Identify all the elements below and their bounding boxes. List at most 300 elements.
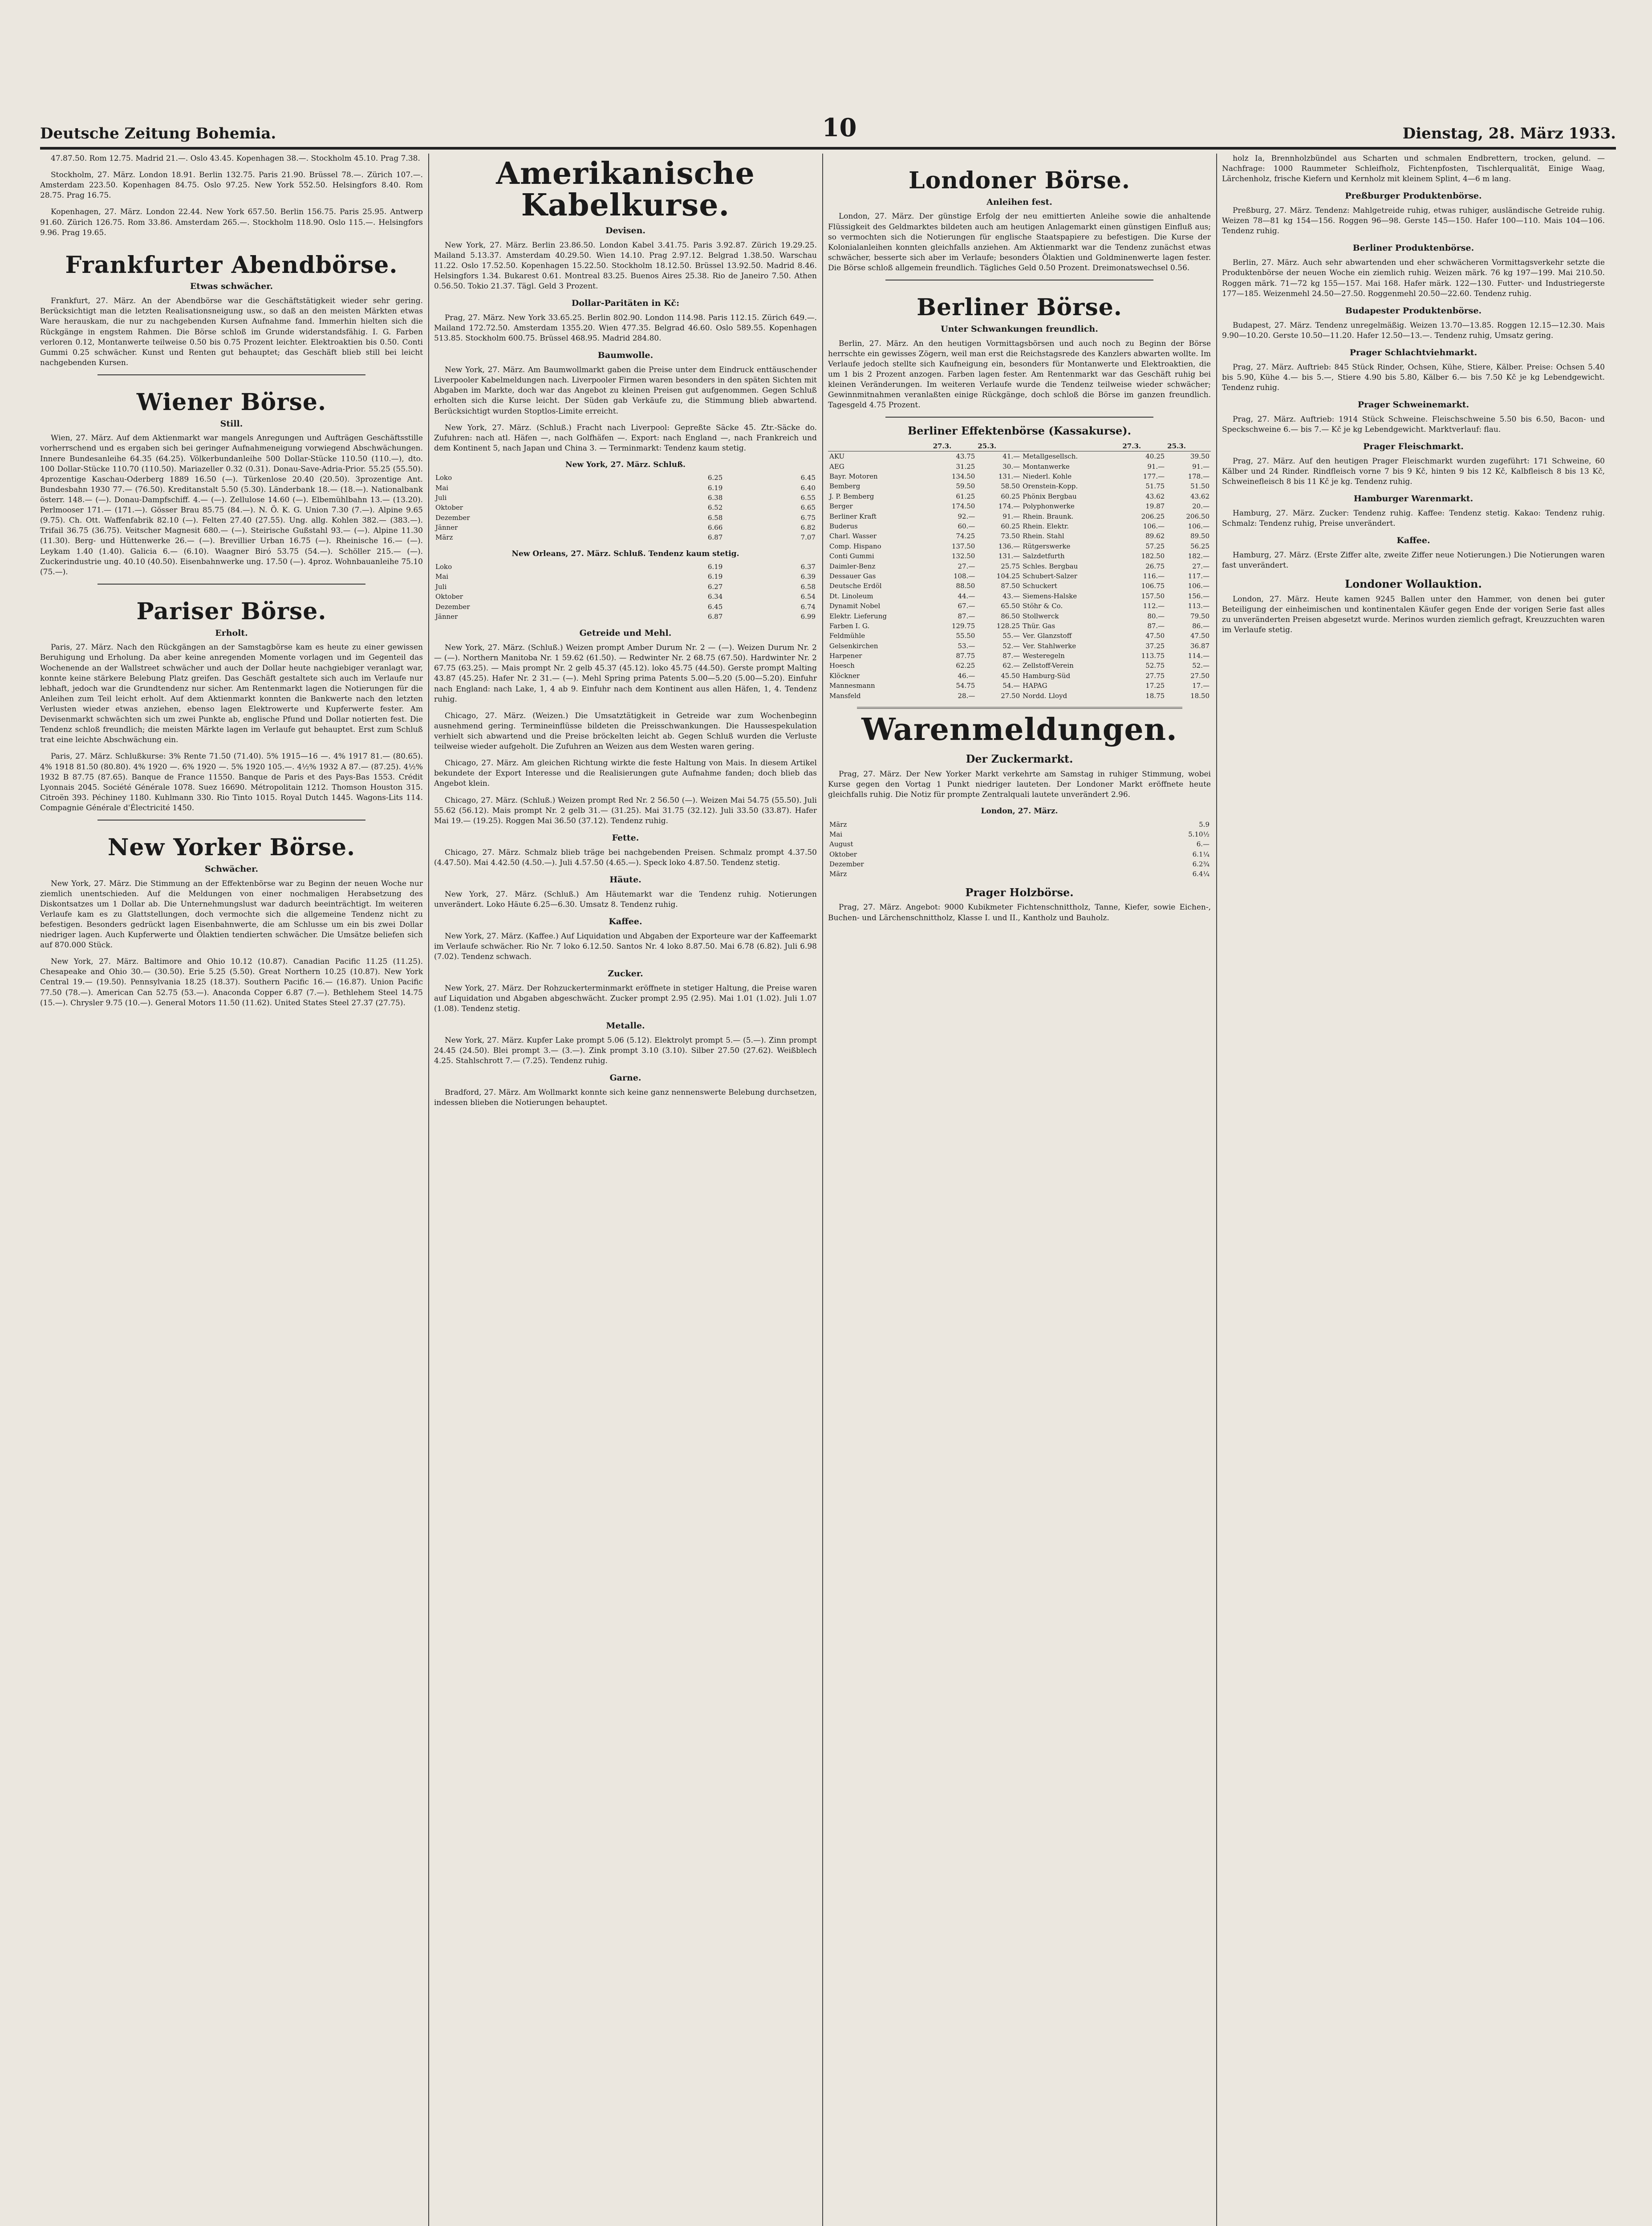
table-cell: 89.62 [1145, 532, 1165, 540]
section-subtitle: Häute. [609, 874, 641, 885]
table-cell: 87.— [1147, 621, 1165, 630]
table-cell: Conti Gummi [829, 552, 874, 561]
table-cell: Nordd. Lloyd [1023, 691, 1068, 700]
table-row [828, 611, 1211, 621]
table-cell: Phönix Bergbau [1023, 492, 1077, 500]
table-cell: 6.4¼ [1192, 870, 1210, 878]
section-title: Londoner Börse. [909, 167, 1130, 194]
table-cell: J. P. Bemberg [829, 492, 874, 500]
table-row [828, 531, 1211, 541]
sugar-table [828, 820, 1211, 879]
table-cell: 52.— [1192, 662, 1210, 670]
table-cell: Stollwerck [1023, 612, 1059, 620]
table-row [828, 551, 1211, 561]
table-cell: 60.25 [1001, 522, 1020, 531]
table-cell: 137.50 [951, 542, 975, 550]
section-title: Frankfurter Abendbörse. [65, 251, 398, 279]
section-subtitle: Kaffee. [609, 916, 642, 926]
table-row [828, 601, 1211, 611]
section-title: Berliner Effektenbörse (Kassakurse). [908, 424, 1131, 438]
table-cell: Ver. Stahlwerke [1023, 642, 1076, 650]
section-subtitle: Berliner Produktenbörse. [1352, 243, 1474, 253]
table-cell: 37.25 [1145, 642, 1165, 650]
article-text: New York, 27. März. Der Rohzuckerterminmarkt eröffnete in stetiger Haltung, die Preise waren auf Liquidation und Abgaben abgeschwächt. Zucker prompt 2.95 (2.95). Mai 1.01 (1.02). Juli 1.07 (1.08). Tendenz stetig. [434, 983, 817, 1014]
table-cell: Dessauer Gas [829, 572, 876, 580]
page-header [40, 111, 1616, 142]
divider [885, 417, 1153, 418]
table-cell: Charl. Wasser [829, 532, 877, 540]
table-cell: 182.— [1188, 552, 1210, 561]
table-row [434, 612, 817, 621]
divider [97, 374, 365, 375]
table-cell: 62.25 [956, 662, 975, 670]
table-cell: 40.25 [1145, 452, 1165, 461]
table-cell: 55.— [1003, 632, 1020, 640]
table-cell: 206.50 [1186, 512, 1210, 520]
table-cell: Zellstoff-Verein [1023, 662, 1074, 670]
table-row [828, 581, 1211, 591]
table-cell: 6.66 [707, 524, 723, 532]
table-cell: 112.— [1143, 602, 1165, 610]
table-row [828, 571, 1211, 581]
table-cell: 6.39 [800, 573, 816, 581]
table-cell: Harpener [829, 652, 862, 660]
article-text: Prag, 27. März. Auf den heutigen Prager Fleischmarkt wurden zugeführt: 171 Schweine, 60 Kälber und 24 Rinder. Rindfleisch vorne 7 bis 9 Kč, hinten 9 bis 12 Kč, Kalbfleisch 8 bis 13 Kč, Schweinefleisch 8 bis 11 Kč je kg. Tendenz ruhig. [1222, 456, 1605, 487]
table-row [828, 869, 1211, 879]
table-row [828, 471, 1211, 481]
table-cell: 62.— [1003, 662, 1020, 670]
table-cell: 132.50 [951, 552, 975, 561]
table-row [828, 462, 1211, 471]
table-cell: 206.25 [1141, 512, 1165, 520]
effekten-table [828, 441, 1211, 701]
table-header-cell [1021, 441, 1121, 451]
table-cell: 129.75 [951, 621, 975, 630]
table-cell: Mai [435, 573, 449, 581]
table-cell: 6.75 [800, 513, 816, 522]
table-cell: 28.— [958, 691, 975, 700]
table-cell: 74.25 [956, 532, 975, 540]
table-header-cell: 27.3. [932, 441, 977, 451]
article-text: Preßburg, 27. März. Tendenz: Mahlgetreide ruhig, etwas ruhiger, ausländische Getreide ruhig. Weizen 78—81 kg 154—156. Roggen 96—98. Gerste 145—150. Hafer 100—110. Mais 104—106. Tendenz ruhig. [1222, 206, 1605, 236]
table-cell: 27.— [1192, 562, 1210, 570]
article-text: Hamburg, 27. März. Zucker: Tendenz ruhig. Kaffee: Tendenz stetig. Kakao: Tendenz ruhig. Schmalz: Tendenz ruhig, Preise unverändert. [1222, 508, 1605, 528]
table-row [828, 501, 1211, 511]
table-cell: 7.07 [800, 533, 816, 542]
header-rule [40, 147, 1616, 150]
table-row [434, 493, 817, 503]
table-cell: Berliner Kraft [829, 512, 877, 520]
section-subtitle: Unter Schwankungen freundlich. [941, 324, 1098, 334]
table-cell: 58.50 [1001, 482, 1020, 491]
section-subtitle: Garne. [609, 1073, 641, 1083]
section-subtitle: Schwächer. [204, 864, 259, 874]
table-row [828, 859, 1211, 869]
article-text: holz Ia, Brennholzbündel aus Scharten und schmalen Endbrettern, trocken, gelund. — Nachfrage: 1000 Raummeter Schleifholz, Fichtenpfosten, Tischlerqualität, Einige Waag, Lärchenholz, frische Kiefern und Kernholz mit kleinem Splint, 4—6 m lang. [1222, 154, 1605, 184]
table-row [828, 839, 1211, 849]
table-cell: Metallgesellsch. [1023, 452, 1078, 461]
column-1 [40, 154, 423, 2226]
table-cell: 27.50 [1001, 691, 1020, 700]
table-cell: 52.— [1003, 642, 1020, 650]
table-cell: 6.54 [800, 593, 816, 601]
column-divider [822, 154, 823, 2226]
column-4 [1222, 154, 1605, 2226]
table-cell: 86.— [1192, 621, 1210, 630]
column-2 [434, 154, 817, 2226]
table-cell: 6.37 [800, 562, 816, 571]
table-cell: 113.75 [1141, 652, 1165, 660]
table-caption: New Orleans, 27. März. Schluß. Tendenz kaum stetig. [511, 549, 739, 558]
table-cell: 136.— [998, 542, 1020, 550]
table-row [828, 849, 1211, 859]
section-subtitle: Preßburger Produktenbörse. [1345, 191, 1482, 201]
column-divider [1216, 154, 1217, 2226]
table-cell: HAPAG [1023, 682, 1047, 690]
table-cell: 156.— [1188, 592, 1210, 600]
section-subtitle: Still. [220, 418, 243, 429]
section-subtitle: Zucker. [608, 969, 643, 979]
table-cell: 6.65 [800, 504, 816, 512]
table-cell: 134.50 [951, 472, 975, 481]
table-row [434, 582, 817, 592]
table-cell: Polyphonwerke [1023, 502, 1075, 511]
section-title: Pariser Börse. [136, 597, 327, 625]
table-row [434, 602, 817, 612]
table-cell: 87.50 [1001, 582, 1020, 590]
table-cell: Gelsenkirchen [829, 642, 878, 650]
table-cell: 60.25 [1001, 492, 1020, 500]
table-cell: 88.50 [956, 582, 975, 590]
article-text: New York, 27. März. Am Baumwollmarkt gaben die Preise unter dem Eindruck enttäuschender Liverpooler Kabelmeldungen nach. Liverpooler Firmen waren besonders in den späten Sichten mit Abgaben im Markte, doch war das Angebot zu kleinen Preisen gut aufgenommen. Gegen Schluß erholten sich die Kurse leicht. Der Süden gab Verkäufe zu, die Stimmung blieb abwartend. Berücksichtigt wurden Stoptlos-Limite erreicht. [434, 366, 817, 416]
article-text: New York, 27. März. Kupfer Lake prompt 5.06 (5.12). Elektrolyt prompt 5.— (5.—). Zinn prompt 24.45 (24.50). Blei prompt 3.— (3.—). Zink prompt 3.10 (3.10). Silber 27.50 (27.62). Weißblech 4.25. Stahlschrott 7.— (7.25). Tendenz ruhig. [434, 1036, 817, 1066]
table-cell: 27.75 [1145, 671, 1165, 680]
table-row [828, 661, 1211, 670]
article-text: Prag, 27. März. Der New Yorker Markt verkehrte am Samstag in ruhiger Stimmung, wobei Kurse gegen den Vortag 1 Punkt niedriger lauteten. Der Londoner Markt eröffnete heute gleichfalls ruhig. Die Notiz für prompte Zentralquali lautete unverändert 2.96. [828, 770, 1211, 800]
table-cell: 6.58 [800, 582, 816, 591]
table-cell: Loko [435, 562, 452, 571]
table-cell: 86.50 [1001, 612, 1020, 620]
table-row [828, 691, 1211, 701]
table-cell: 17.25 [1145, 682, 1165, 690]
table-cell: 131.— [998, 552, 1020, 561]
table-cell: Rütgerswerke [1023, 542, 1071, 550]
section-subtitle: Fette. [612, 833, 639, 843]
table-caption: London, 27. März. [981, 807, 1058, 816]
table-row [828, 631, 1211, 641]
table-row [828, 481, 1211, 491]
section-subtitle: Budapester Produktenbörse. [1345, 305, 1482, 316]
table-cell: 6.2¾ [1192, 860, 1210, 869]
table-cell: 104.25 [996, 572, 1020, 580]
table-cell: Hamburg-Süd [1023, 671, 1071, 680]
article-text: Prag, 27. März. New York 33.65.25. Berlin 802.90. London 114.98. Paris 112.15. Zürich 649.—. Mailand 172.72.50. Amsterdam 1355.20. Wien 477.35. Belgrad 46.60. Oslo 589.55. Kopenhagen 513.85. Stockholm 600.75. Brüssel 468.95. Madrid 284.80. [434, 313, 817, 343]
table-cell: 6.55 [800, 493, 816, 502]
table-row [828, 681, 1211, 691]
table-cell: März [435, 533, 453, 542]
article-text: New York, 27. März. Berlin 23.86.50. London Kabel 3.41.75. Paris 3.92.87. Zürich 19.29.25. Mailand 5.13.37. Amsterdam 40.29.50. Wien 14.10. Prag 2.97.12. Belgrad 1.38.50. Warschau 11.22. Oslo 17.52.50. Kopenhagen 15.22.50. Stockholm 18.12.50. Brüssel 13.92.50. Madrid 8.46. Helsingfors 1.34. Bukarest 0.61. Montreal 83.25. Buenos Aires 25.38. Rio de Janeiro 7.50. Athen 0.56.50. Tokio 21.37. Tägl. Geld 3 Prozent. [434, 240, 817, 291]
divider [97, 584, 365, 585]
table-cell: Siemens-Halske [1023, 592, 1077, 600]
article-text: Prag, 27. März. Auftrieb: 845 Stück Rinder, Ochsen, Kühe, Stiere, Kälber. Preise: Ochsen 5.40 bis 5.90, Kühe 4.— bis 5.—, Stiere 4.90 bis 5.80, Kälber 6.— bis 7.50 Kč je kg Lebendgewicht. Tendenz ruhig. [1222, 362, 1605, 392]
table-cell: 56.25 [1190, 542, 1210, 550]
column-divider [428, 154, 429, 2226]
table-cell: 45.50 [1001, 671, 1020, 680]
table-cell: 177.— [1143, 472, 1165, 481]
table-cell: 182.50 [1141, 552, 1165, 561]
table-cell: 178.— [1188, 472, 1210, 481]
table-cell: Dezember [829, 860, 864, 869]
section-title: New Yorker Börse. [107, 834, 356, 861]
table-cell: 53.— [958, 642, 975, 650]
article-text: Chicago, 27. März. (Weizen.) Die Umsatztätigkeit in Getreide war zum Wochenbeginn ausnehmend gering. Termineinflüsse bildeten die Preisschwankungen. Die Haussespekulation verhielt sich abwartend und die Preise bröckelten leicht ab. Gegen Schluß wurden die Verluste teilweise wieder aufgeholt. Die Zufuhren an Weizen aus dem Westen waren gering. [434, 711, 817, 751]
table-cell: 108.— [953, 572, 975, 580]
table-row [828, 641, 1211, 651]
table-cell: Elektr. Lieferung [829, 612, 887, 620]
table-cell: 6.45 [707, 602, 723, 611]
table-cell: Mansfeld [829, 691, 861, 700]
article-text: Chicago, 27. März. Am gleichen Richtung wirkte die feste Haltung von Mais. In diesem Artikel bekundete der Export Interesse und die Realisierungen gute Aufnahme fanden; doch blieb das Angebot klein. [434, 759, 817, 788]
table-cell: 6.74 [800, 602, 816, 611]
table-row [434, 503, 817, 512]
table-cell: Juli [435, 493, 447, 502]
article-text: Paris, 27. März. Nach den Rückgängen an der Samstagbörse kam es heute zu einer gewissen Beruhigung und Erholung. Da aber keine anregenden Momente vorlagen und im Gegenteil das Wochenende an der Wallstreet schwächer und auch der Dollar heute nachgiebiger veranlagt war, konnte keine stärkere Belebung Platz greifen. Das Geschäft gestaltete sich auch im Verlaufe nur lebhaft, jedoch war die Grundtendenz nur sicher. Am Rentenmarkt lagen die Notierungen für die Anleihen zum Teil leicht erholt. Auf dem Aktienmarkt konnten die Bankwerte nach den letzten Verlusten wieder etwas anziehen, ebenso lagen Elektrowerte und Kupferwerte fester. Am Devisenmarkt schwächten sich um zwei Punkte ab, englische Pfund und Dollar notierten fest. Die Tendenz schloß freundlich; die meisten Märkte lagen im Verlaufe gut behauptet. Erst zum Schluß trat eine leichte Abschwächung ein. [40, 643, 423, 745]
article-text: London, 27. März. Heute kamen 9245 Ballen unter den Hammer, von denen bei guter Beteiligung der einheimischen und kontinentalen Käufer gegen Ende der vorigen Serie fast alles zu unveränderten Preisen abgesetzt wurde. Merinos wurden ziemlich gefragt, Kreuzzuchten waren im Verlaufe stetig. [1222, 594, 1605, 635]
table-cell: 26.75 [1145, 562, 1165, 570]
table-cell: 157.50 [1141, 592, 1165, 600]
table-cell: 43.62 [1145, 492, 1165, 500]
table-cell: 47.50 [1190, 632, 1210, 640]
article-text: Prag, 27. März. Auftrieb: 1914 Stück Schweine. Fleischschweine 5.50 bis 6.50, Bacon- und Speckschweine 6.— bis 7.— Kč je kg Lebendgewicht. Marktverlauf: flau. [1222, 414, 1605, 434]
table-row [434, 483, 817, 493]
table-row [828, 512, 1211, 521]
table-cell: Bemberg [829, 482, 861, 491]
table-cell: 6.— [1196, 840, 1210, 849]
table-cell: 106.75 [1141, 582, 1165, 590]
section-subtitle: Erholt. [215, 628, 248, 638]
article-text: Wien, 27. März. Auf dem Aktienmarkt war mangels Anregungen und Aufträgen Geschäftsstille vorherrschend und es ergaben sich bei geringer Aufnahmeneigung vorwiegend Abschwächungen. Innere Bundesanleihe 64.35 (64.25). Völkerbundanleihe 500 Dollar-Stücke 110.50 (110.—), dto. 100 Dollar-Stücke 110.70 (110.50). Mariazeller 0.32 (0.31). Donau-Save-Adria-Prior. 55.25 (55.50). 4prozentige Kaschau-Oderberg 1889 16.50 (—). Türkenlose 20.40 (20.50). 3prozentige Ant. Bundesbahn 1930 77.— (76.50). Kreditanstalt 5.50 (5.30). Länderbank 18.— (18.—). Nationalbank österr. 148.— (—). Donau-Dampfschiff. 4.— (—). Zellulose 14.60 (—). Elbemühlbahn 13.— (13.20). Perlmooser 171.— (171.—). Gösser Brau 85.75 (84.—). N. Ö. K. G. Union 7.30 (7.—). Alpine 9.65 (9.75). Ch. Ott. Waffenfabrik 82.10 (—). Felten 27.40 (27.55). Ung. allg. Kohlen 382.— (383.—). Trifail 36.75 (36.75). Veitscher Magnesit 680.— (—). Steirische Gußstahl 93.— (—). Alpine 11.30 (11.30). Berg- und Hüttenwerke 26.— (—). Brevillier Urban 16.75 (—). Rheinische 16.— (—). Leykam 1.40 (1.40). Galicia 6.— (6.10). Waagner Biró 53.75 (54.—). Schöller 215.— (—). Zuckerindustrie ung. 40.10 (40.50). Eisenbahnwerke ung. 17.50 (—). 4proz. Wohnbauanleihe 75.10 (75.—). [40, 434, 423, 577]
table-cell: Berger [829, 502, 853, 511]
table-cell: 6.99 [800, 612, 816, 621]
table-cell: Schubert-Salzer [1023, 572, 1077, 580]
table-cell: 6.27 [707, 582, 723, 591]
article-text: New York, 27. März. (Schluß.) Fracht nach Liverpool: Gepreßte Säcke 45. Ztr.-Säcke do. Zufuhren: nach atl. Häfen —, nach Golfhäfen —. Export: nach England —, nach Frankreich und dem Kontinent 5, nach Japan und China 3. — Terminmarkt: Tendenz kaum stetig. [434, 423, 817, 453]
section-title: Warenmeldungen. [861, 712, 1177, 748]
table-cell: 6.58 [707, 513, 723, 522]
table-cell: 44.— [958, 592, 975, 600]
table-cell: 51.75 [1145, 482, 1165, 491]
table-cell: 43.62 [1190, 492, 1210, 500]
table-header-cell: 27.3. [1121, 441, 1166, 451]
table-cell: Buderus [829, 522, 858, 531]
newspaper-name: Deutsche Zeitung Bohemia. [40, 125, 276, 142]
section-subtitle: Dollar-Paritäten in Kč: [571, 298, 680, 309]
table-cell: Schles. Bergbau [1023, 562, 1078, 570]
article-text: Stockholm, 27. März. London 18.91. Berlin 132.75. Paris 21.90. Brüssel 78.—. Zürich 107.—. Amsterdam 223.50. Kopenhagen 84.75. Oslo 97.25. New York 552.50. Helsingfors 8.40. Rom 28.75. Prag 16.75. [40, 171, 423, 200]
table-cell: Bayr. Motoren [829, 472, 878, 481]
table-cell: 174.— [998, 502, 1020, 511]
section-subtitle: Prager Schlachtviehmarkt. [1349, 347, 1477, 357]
table-row [828, 451, 1211, 462]
table-cell: Dezember [435, 602, 470, 611]
table-cell: 80.— [1147, 612, 1165, 620]
table-cell: Schuckert [1023, 582, 1057, 590]
section-title: Londoner Wollauktion. [1345, 577, 1482, 591]
article-text: Berlin, 27. März. An den heutigen Vormittagsbörsen und auch noch zu Beginn der Börse herrschte ein gewisses Zögern, weil man erst die Reichstagsrede des Kanzlers abwarten wollte. Im Verlaufe jedoch stellte sich Kaufneigung ein, besonders für Montanwerte und Elektroaktien, die um 1 bis 2 Prozent anzogen. Farben lagen fester. Am Rentenmarkt war das Geschäft ruhig bei kleinen Veränderungen. Im weiteren Verlaufe wurde die Tendenz teilweise wieder schwächer; Gewinnmitnahmen veranlaßten einige Rückgänge, doch schloß die Börse im ganzen freundlich. Tagesgeld 4.75 Prozent. [828, 339, 1211, 410]
article-text: New York, 27. März. (Schluß.) Weizen prompt Amber Durum Nr. 2 — (—). Weizen Durum Nr. 2 — (—). Northern Manitoba Nr. 1 59.62 (61.50). — Redwinter Nr. 2 68.75 (67.50). Hardwinter Nr. 2 67.75 (63.25). — Mais prompt Nr. 2 gelb 45.37 (45.12). loko 45.75 (44.50). Gerste prompt Malting 43.87 (45.25). Hafer Nr. 2 31.— (—). Mehl Spring prima Patents 5.00—5.20 (5.00—5.20). Einfuhr nach England: nach Lake, 1, 4 ab 9. Einfuhr nach dem Kontinent aus allen Häfen, 1, 4. Tendenz ruhig. [434, 643, 817, 704]
section-title: Prager Holzbörse. [965, 886, 1074, 899]
section-title: Berliner Börse. [917, 294, 1122, 321]
table-cell: 6.19 [707, 573, 723, 581]
table-cell: Rhein. Braunk. [1023, 512, 1074, 520]
table-cell: 6.19 [707, 483, 723, 492]
section-subtitle: Getreide und Mehl. [579, 628, 672, 638]
table-cell: 106.— [1188, 582, 1210, 590]
table-cell: Oktober [829, 850, 857, 858]
section-subtitle: Anleihen fest. [986, 197, 1052, 207]
column-3 [828, 154, 1211, 2226]
table-cell: Feldmühle [829, 632, 865, 640]
table-cell: 89.50 [1190, 532, 1210, 540]
table-cell: Dynamit Nobel [829, 602, 881, 610]
table-cell: Juli [435, 582, 447, 591]
table-cell: 87.75 [956, 652, 975, 660]
table-cell: 6.1¼ [1192, 850, 1210, 858]
section-subtitle: Prager Fleischmarkt. [1363, 442, 1464, 451]
table-cell: 47.50 [1145, 632, 1165, 640]
table-cell: 52.75 [1145, 662, 1165, 670]
table-cell: 55.50 [956, 632, 975, 640]
table-cell: 87.— [1003, 652, 1020, 660]
table-cell: 6.19 [707, 562, 723, 571]
section-subtitle: Kaffee. [1396, 536, 1430, 546]
table-cell: 91.— [1147, 462, 1165, 471]
table-cell: 6.52 [707, 504, 723, 512]
table-cell: 18.75 [1145, 691, 1165, 700]
table-cell: Mai [435, 483, 449, 492]
table-row [434, 523, 817, 532]
table-row [434, 473, 817, 483]
article-text: New York, 27. März. (Kaffee.) Auf Liquidation und Abgaben der Exporteure war der Kaffeemarkt im Verlaufe schwächer. Rio Nr. 7 loko 6.12.50. Santos Nr. 4 loko 8.87.50. Mai 6.78 (6.82). Juli 6.98 (7.02). Tendenz schwach. [434, 931, 817, 962]
article-text: Paris, 27. März. Schlußkurse: 3% Rente 71.50 (71.40). 5% 1915—16 —. 4% 1917 81.— (80.65). 4% 1918 81.50 (80.80). 4% 1920 —. 6% 1920 —. 5% 1920 105.—. 4½% 1932 A 87.— (87.25). 4½% 1932 B 87.75 (87.65). Banque de France 11550. Banque de Paris et des Pays-Bas 1553. Crédit Lyonnais 2045. Société Générale 1078. Suez 16690. Métropolitain 1212. Thomson Houston 315. Citroën 393. Péchiney 1180. Kuhlmann 330. Rio Tinto 1015. Royal Dutch 1445. Wagons-Lits 114. Compagnie Générale d'Électricité 1450. [40, 752, 423, 812]
table-row [828, 541, 1211, 551]
table-cell: 79.50 [1190, 612, 1210, 620]
table-row [828, 561, 1211, 571]
table-cell: 116.— [1143, 572, 1165, 580]
page-number: 10 [822, 113, 857, 142]
table-row [434, 592, 817, 601]
table-cell: Mannesmann [829, 682, 875, 690]
table-cell: 67.— [958, 602, 975, 610]
table-row [828, 621, 1211, 631]
table-cell: 6.25 [707, 474, 723, 482]
table-cell: 18.50 [1190, 691, 1210, 700]
table-cell: 46.— [958, 671, 975, 680]
table-cell: Dezember [435, 513, 470, 522]
article-text: Frankfurt, 27. März. An der Abendbörse war die Geschäftstätigkeit wieder sehr gering. Berücksichtigt man die letzten Realisationsneigung usw., so daß an den meisten Märkten etwas Ware herauskam, die nur zu nachgebenden Kursen Aufnahme fand. Immerhin hielten sich die Rückgänge in engstem Rahmen. Die Börse schloß im Grunde widerstandsfähig. I. G. Farben verloren 0.12, Montanwerte teilweise 0.50 bis 0.75 Prozent leichter. Elektroaktien bis 0.50. Conti Gummi 0.25 schwächer. Kunst und Renten gut behauptet; das Geschäft blieb still bei leicht nachgebenden Kursen. [40, 297, 423, 367]
table-row [828, 829, 1211, 839]
cotton-ny-table [434, 473, 817, 543]
table-cell: 39.50 [1190, 452, 1210, 461]
table-cell: 73.50 [1001, 532, 1020, 540]
table-row [434, 513, 817, 523]
table-cell: 91.— [1192, 462, 1210, 471]
table-cell: 114.— [1188, 652, 1210, 660]
section-subtitle: Prager Schweinemarkt. [1357, 399, 1469, 410]
section-title: Amerikanische Kabelkurse. [496, 156, 755, 223]
table-cell: 5.10½ [1188, 830, 1210, 838]
table-cell: Orenstein-Kopp. [1023, 482, 1078, 491]
table-cell: Comp. Hispano [829, 542, 881, 550]
table-cell: 60.— [958, 522, 975, 531]
issue-date: Dienstag, 28. März 1933. [1402, 125, 1616, 142]
table-cell: 25.75 [1001, 562, 1020, 570]
table-cell: 61.25 [956, 492, 975, 500]
article-text: 47.87.50. Rom 12.75. Madrid 21.—. Oslo 43.45. Kopenhagen 38.—. Stockholm 45.10. Prag 7.38. [51, 154, 420, 163]
table-cell: 131.— [998, 472, 1020, 481]
table-cell: 5.9 [1199, 820, 1210, 829]
section-title: Der Zuckermarkt. [966, 752, 1073, 766]
table-header-cell [828, 441, 932, 451]
table-row [828, 820, 1211, 829]
table-caption: New York, 27. März. Schluß. [565, 460, 686, 470]
table-cell: 30.— [1003, 462, 1020, 471]
article-text: Berlin, 27. März. Auch sehr abwartenden und eher schwächeren Vormittagsverkehr setzte die Produktenbörse der neuen Woche ein ziemlich ruhig. Weizen märk. 76 kg 197—199. Mai 210.50. Roggen märk. 71—72 kg 155—157. Mai 168. Hafer märk. 122—130. Futter- und Industriegerste 177—185. Weizenmehl 24.50—27.50. Roggenmehl 20.50—22.60. Tendenz ruhig. [1222, 258, 1605, 298]
article-text: Budapest, 27. März. Tendenz unregelmäßig. Weizen 13.70—13.85. Roggen 12.15—12.30. Mais 9.90—10.20. Gerste 10.50—11.20. Hafer 12.50—13.—. Tendenz ruhig, Umsatz gering. [1222, 321, 1605, 340]
table-cell: 27.50 [1190, 671, 1210, 680]
table-cell: 57.25 [1145, 542, 1165, 550]
table-row [828, 651, 1211, 661]
table-cell: Rhein. Stahl [1023, 532, 1064, 540]
table-cell: 106.— [1143, 522, 1165, 531]
article-text: Chicago, 27. März. (Schluß.) Weizen prompt Red Nr. 2 56.50 (—). Weizen Mai 54.75 (55.50). Juli 55.62 (56.12). Mais prompt Nr. 2 gelb 31.— (31.25). Mai 31.75 (32.12). Juli 33.50 (33.87). Hafer Mai 19.— (19.25). Roggen Mai 36.50 (37.12). Tendenz ruhig. [434, 796, 817, 825]
table-cell: 36.87 [1190, 642, 1210, 650]
table-cell: 43.— [1003, 592, 1020, 600]
table-cell: AEG [829, 462, 844, 471]
table-cell: 174.50 [951, 502, 975, 511]
divider [857, 707, 1182, 709]
table-cell: 19.87 [1145, 502, 1165, 511]
table-cell: 20.— [1192, 502, 1210, 511]
cotton-no-table [434, 562, 817, 621]
table-cell: 43.75 [956, 452, 975, 461]
table-cell: 113.— [1188, 602, 1210, 610]
table-cell: Oktober [435, 593, 463, 601]
table-cell: 6.34 [707, 593, 723, 601]
table-cell: 92.— [958, 512, 975, 520]
table-cell: 17.— [1192, 682, 1210, 690]
table-cell: 59.50 [956, 482, 975, 491]
article-text: Kopenhagen, 27. März. London 22.44. New York 657.50. Berlin 156.75. Paris 25.95. Antwerp 91.60. Zürich 126.75. Rom 33.86. Amsterdam 265.—. Stockholm 118.90. Oslo 115.—. Helsingfors 9.96. Prag 19.65. [40, 207, 423, 237]
article-text: New York, 27. März. Baltimore and Ohio 10.12 (10.87). Canadian Pacific 11.25 (11.25). Chesapeake and Ohio 30.— (30.50). Erie 5.25 (5.50). Great Northern 10.25 (10.87). New York Central 19.— (19.50). Pennsylvania 18.25 (18.37). Southern Pacific 16.— (16.87). Union Pacific 77.50 (78.—). American Can 52.75 (53.—). Anaconda Copper 6.87 (7.—). Bethlehem Steel 14.75 (15.—). Chrysler 9.75 (10.—). General Motors 11.50 (11.62). United States Steel 27.37 (27.75). [40, 957, 423, 1007]
table-cell: 106.— [1188, 522, 1210, 531]
table-header-cell: 25.3. [1166, 441, 1211, 451]
table-cell: 54.— [1003, 682, 1020, 690]
table-cell: Jänner [435, 524, 458, 532]
table-cell: 91.— [1003, 512, 1020, 520]
table-row [828, 521, 1211, 531]
table-cell: Daimler-Benz [829, 562, 876, 570]
table-cell: 54.75 [956, 682, 975, 690]
table-cell: 6.40 [800, 483, 816, 492]
table-cell: Hoesch [829, 662, 855, 670]
table-cell: März [829, 870, 847, 878]
article-text: New York, 27. März. (Schluß.) Am Häutemarkt war die Tendenz ruhig. Notierungen unverändert. Loko Häute 6.25—6.30. Umsatz 8. Tendenz ruhig. [434, 890, 817, 909]
table-row [828, 492, 1211, 501]
article-text: Prag, 27. März. Angebot: 9000 Kubikmeter Fichtenschnittholz, Tanne, Kiefer, sowie Eichen-, Buchen- und Lärchenschnittholz, Klasse I. und II., Kantholz und Bauholz. [828, 903, 1211, 922]
article-text: New York, 27. März. Die Stimmung an der Effektenbörse war zu Beginn der neuen Woche nur ziemlich unentschieden. Auf die Meldungen von einer nochmaligen Herabsetzung des Diskontsatzes um 1 Dollar ab. Die Unternehmungslust war dadurch beeinträchtigt. Im weiteren Verlaufe kam es zu Glattstellungen, doch vermochte sich die allgemeine Tendenz nicht zu befestigen. Besonders gedrückt lagen Eisenbahnwerte, die am Schlusse um ein bis zwei Dollar niedriger lagen. Auch Kupferwerte und Ölaktien tendierten schwächer. Die Umsätze beliefen sich auf 870.000 Stück. [40, 879, 423, 950]
table-cell: Dt. Linoleum [829, 592, 873, 600]
